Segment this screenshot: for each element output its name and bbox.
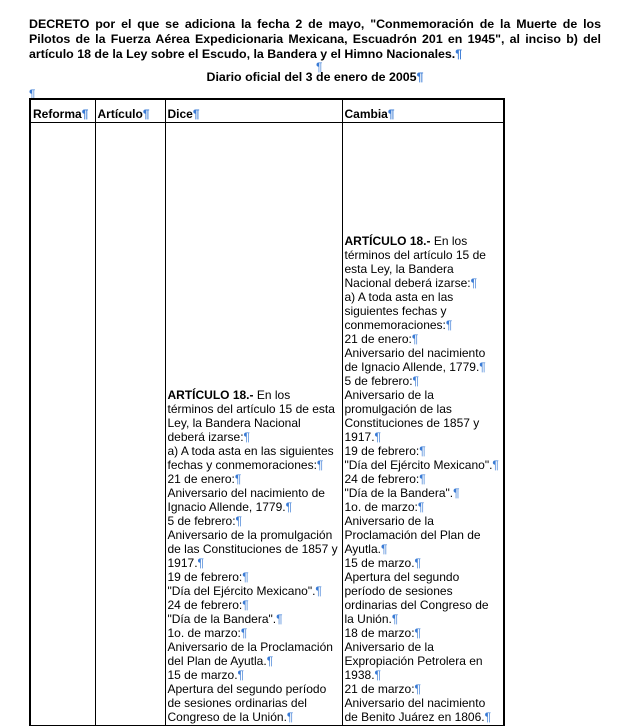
paragraph-mark: ¶ bbox=[387, 107, 395, 121]
text-line: "Día del Ejército Mexicano". bbox=[167, 584, 316, 598]
text-line: 24 de febrero: bbox=[344, 472, 420, 486]
paragraph-mark: ¶ bbox=[242, 598, 249, 612]
text-line: 15 de marzo. bbox=[344, 556, 415, 570]
text-line-wrap bbox=[345, 388, 502, 444]
text-line: 1o. de marzo: bbox=[344, 500, 418, 514]
cell-articulo bbox=[95, 123, 165, 726]
text-line-wrap bbox=[345, 332, 502, 346]
text-line-wrap bbox=[345, 682, 502, 696]
text-line: Aniversario del nacimiento de Ignacio Allende, 1779. bbox=[167, 486, 325, 514]
text-line-wrap bbox=[345, 374, 502, 388]
text-line-wrap bbox=[345, 640, 502, 682]
paragraph-mark: ¶ bbox=[142, 107, 150, 121]
text-line: Aniversario de la Expropiación Petrolera en 1938. bbox=[344, 640, 483, 682]
table-header-row bbox=[30, 99, 504, 123]
text-line: Aniversario de la Proclamación del Plan de Ayutla. bbox=[344, 514, 481, 556]
text-line-wrap bbox=[168, 584, 340, 598]
text-line-wrap bbox=[345, 290, 502, 332]
paragraph-mark: ¶ bbox=[414, 556, 421, 570]
text-line-wrap bbox=[345, 472, 502, 486]
text-line-wrap bbox=[168, 626, 340, 640]
text-line: 21 de marzo: bbox=[344, 682, 415, 696]
header-dice bbox=[165, 99, 342, 123]
text-line: 5 de febrero: bbox=[167, 514, 236, 528]
header-reforma bbox=[30, 99, 95, 123]
text-line-wrap bbox=[168, 668, 340, 682]
paragraph-mark: ¶ bbox=[453, 486, 460, 500]
text-line: Apertura del segundo período de sesiones ordinarias del Congreso de la Unión. bbox=[167, 682, 327, 724]
paragraph-mark: ¶ bbox=[419, 472, 426, 486]
text-line: 24 de febrero: bbox=[167, 598, 243, 612]
cell-reforma bbox=[30, 123, 95, 726]
paragraph-mark: ¶ bbox=[235, 514, 242, 528]
paragraph-mark: ¶ bbox=[391, 612, 399, 626]
cambia-text bbox=[345, 234, 502, 724]
text-line: 21 de enero: bbox=[344, 332, 412, 346]
text-line-wrap bbox=[345, 556, 502, 570]
cambia-heading: ARTÍCULO 18.- bbox=[344, 234, 431, 248]
text-line-wrap bbox=[345, 696, 502, 724]
paragraph-mark: ¶ bbox=[414, 682, 421, 696]
text-line: Aniversario del nacimiento de Ignacio Allende, 1779. bbox=[344, 346, 486, 374]
text-line-wrap bbox=[168, 598, 340, 612]
header-cambia-label: Cambia bbox=[344, 107, 388, 121]
paragraph-mark: ¶ bbox=[417, 500, 425, 514]
text-line-wrap bbox=[345, 444, 502, 458]
text-line: Aniversario de la promulgación de las Constituciones de 1857 y 1917. bbox=[344, 388, 480, 444]
text-line-wrap bbox=[345, 514, 502, 556]
header-articulo-label: Artículo bbox=[97, 107, 143, 121]
paragraph-mark: ¶ bbox=[416, 70, 424, 84]
text-line-wrap bbox=[168, 570, 340, 584]
paragraph-mark: ¶ bbox=[484, 710, 492, 724]
paragraph-mark: ¶ bbox=[266, 654, 274, 668]
text-line: "Día de la Bandera". bbox=[344, 486, 454, 500]
paragraph-mark: ¶ bbox=[285, 500, 293, 514]
text-line: Aniversario de la Proclamación del Plan de Ayutla. bbox=[167, 640, 333, 668]
paragraph-mark: ¶ bbox=[492, 458, 499, 472]
paragraph-mark: ¶ bbox=[234, 472, 242, 486]
cell-cambia bbox=[342, 123, 504, 726]
paragraph-mark: ¶ bbox=[380, 542, 388, 556]
text-line: 18 de marzo: bbox=[344, 626, 415, 640]
text-line: a) A toda asta en las siguientes fechas y conmemoraciones: bbox=[344, 290, 454, 332]
text-line-wrap bbox=[168, 640, 340, 668]
paragraph-mark: ¶ bbox=[237, 668, 244, 682]
text-line-wrap bbox=[345, 346, 502, 374]
paragraph-mark: ¶ bbox=[29, 87, 36, 101]
paragraph-mark: ¶ bbox=[276, 612, 283, 626]
text-line: 21 de enero: bbox=[167, 472, 235, 486]
text-line-wrap bbox=[345, 570, 502, 626]
text-line: 19 de febrero: bbox=[344, 444, 420, 458]
text-line: a) A toda asta en las siguientes fechas y conmemoraciones: bbox=[167, 444, 334, 472]
text-line: En los términos del artículo 15 de esta Ley, la Bandera Nacional deberá izarse: bbox=[167, 388, 335, 444]
comparison-table bbox=[29, 98, 505, 726]
text-line-wrap bbox=[168, 444, 340, 472]
paragraph-mark: ¶ bbox=[419, 444, 426, 458]
text-line: Aniversario de la promulgación de las Constituciones de 1857 y 1917. bbox=[167, 528, 338, 570]
text-line-wrap bbox=[168, 682, 340, 724]
text-line: Aniversario del nacimiento de Benito Juárez en 1806. bbox=[344, 696, 486, 724]
paragraph-mark: ¶ bbox=[411, 332, 419, 346]
paragraph-mark: ¶ bbox=[286, 710, 294, 724]
text-line-wrap bbox=[168, 472, 340, 486]
publication-date bbox=[29, 70, 601, 85]
text-line: Apertura del segundo período de sesiones ordinarias del Congreso de la Unión. bbox=[344, 570, 489, 626]
paragraph-mark: ¶ bbox=[455, 47, 463, 61]
dice-text bbox=[168, 388, 340, 724]
text-line-wrap bbox=[345, 486, 502, 500]
paragraph-mark: ¶ bbox=[412, 374, 419, 388]
header-articulo bbox=[95, 99, 165, 123]
text-line: 15 de marzo. bbox=[167, 668, 238, 682]
header-cambia bbox=[342, 99, 504, 123]
decree-title-text: DECRETO por el que se adiciona la fecha 2 de mayo, "Conmemoración de la Muerte de los Pilotos de la Fuerza Aérea Expedicionaria Mexicana, Escuadrón 201 en 1945", al inciso b) del artículo 18 de la Ley sobre el Escudo, la Bandera y el Himno Nacionales. bbox=[29, 17, 601, 61]
text-line-wrap bbox=[168, 486, 340, 514]
decree-title bbox=[29, 17, 601, 62]
dice-heading: ARTÍCULO 18.- bbox=[167, 388, 254, 402]
paragraph-mark: ¶ bbox=[316, 458, 324, 472]
text-line-wrap bbox=[168, 612, 340, 626]
paragraph-mark: ¶ bbox=[240, 626, 248, 640]
paragraph-mark: ¶ bbox=[479, 360, 486, 374]
text-line-wrap bbox=[168, 528, 340, 570]
paragraph-mark: ¶ bbox=[470, 276, 478, 290]
publication-date-text: Diario oficial del 3 de enero de 2005 bbox=[206, 70, 417, 84]
paragraph-mark: ¶ bbox=[374, 430, 381, 444]
paragraph-mark: ¶ bbox=[243, 430, 250, 444]
text-line-wrap bbox=[168, 514, 340, 528]
text-line-wrap bbox=[345, 458, 502, 472]
text-line: "Día del Ejército Mexicano". bbox=[344, 458, 493, 472]
text-line-wrap bbox=[345, 500, 502, 514]
paragraph-mark: ¶ bbox=[197, 556, 204, 570]
text-line: 5 de febrero: bbox=[344, 374, 413, 388]
text-line: 19 de febrero: bbox=[167, 570, 243, 584]
paragraph-mark: ¶ bbox=[374, 668, 381, 682]
paragraph-mark: ¶ bbox=[414, 626, 421, 640]
text-line: "Día de la Bandera". bbox=[167, 612, 277, 626]
paragraph-mark: ¶ bbox=[81, 107, 89, 121]
text-line-wrap bbox=[345, 626, 502, 640]
text-line: En los términos del artículo 15 de esta Ley, la Bandera Nacional deberá izarse: bbox=[344, 234, 486, 290]
paragraph-mark: ¶ bbox=[242, 570, 249, 584]
paragraph-mark: ¶ bbox=[316, 60, 323, 74]
text-line: 1o. de marzo: bbox=[167, 626, 241, 640]
header-dice-label: Dice bbox=[167, 107, 193, 121]
cell-dice bbox=[165, 123, 342, 726]
paragraph-mark: ¶ bbox=[315, 584, 322, 598]
table-row bbox=[30, 123, 504, 726]
header-reforma-label: Reforma bbox=[33, 107, 82, 121]
paragraph-mark: ¶ bbox=[445, 318, 453, 332]
paragraph-mark: ¶ bbox=[192, 107, 200, 121]
